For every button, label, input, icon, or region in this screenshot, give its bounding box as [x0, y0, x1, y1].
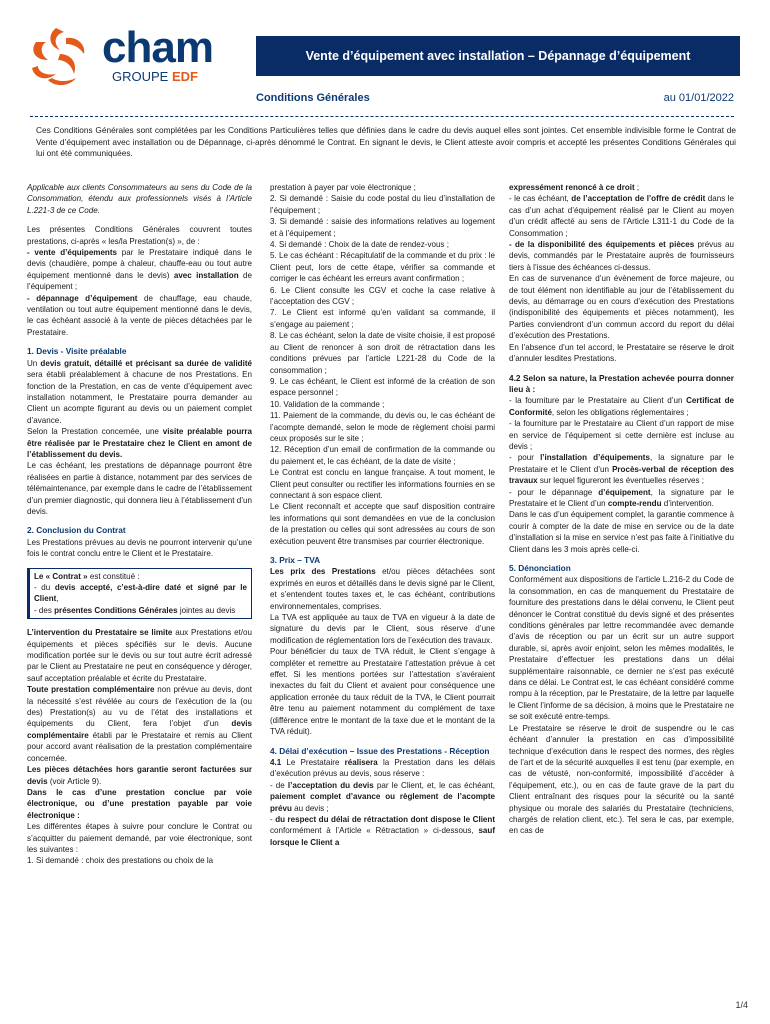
paragraph: 4.1 Le Prestataire réalisera la Prestation dans les délais d’exécution prévus au devis, sous réserve : — [270, 757, 495, 779]
page-number: 1/4 — [735, 1000, 748, 1010]
paragraph: - du respect du délai de rétractation dont dispose le Client conformément à l’Article « Rétractation » ci-dessous, sauf lorsque le Client a — [270, 814, 495, 847]
section-subtitle: Conditions Générales — [256, 92, 370, 104]
paragraph: Les différentes étapes à suivre pour conclure le Contrat ou s’acquitter du paiement demandé, par voie électronique, sont les suivantes : — [27, 822, 252, 854]
section-heading: 2. Conclusion du Contrat — [27, 525, 126, 536]
paragraph: - pour l’installation d’équipements, la signature par le Prestataire et le Client d’un Procès-verbal de réception des travaux sur lequel figureront les éventuelles réserves ; — [509, 453, 734, 486]
section-heading: 3. Prix – TVA — [270, 555, 321, 565]
intro-paragraph: Ces Conditions Générales sont complétées par les Conditions Particulières telles que définies dans le cadre du devis auquel elles sont jointes. Cet ensemble indivisible forme le Contrat de Vente d’équipement avec installation ou de Dépannage, ci-après dénommé le Contrat. En signant le devis, le Client atteste avoir compris et accepté les présentes Conditions Générales qui lui ont été communiquées. — [36, 125, 736, 158]
paragraph: - de la disponibilité des équipements et pièces prévus au devis, commandés par le Prestataire auprès de fournisseurs tiers à l’issue des échéances ci-dessus. — [509, 240, 734, 272]
paragraph: Un devis gratuit, détaillé et précisant sa durée de validité sera établi préalablement à chacune de nos Prestations. En fonction de la Prestation, en cas de vente d’équipement avec installation notamment, le Prestataire pourra demander au Client un acompte figurant au devis ou un paiement complet d’avance. — [27, 358, 252, 425]
paragraph: En l’absence d’un tel accord, le Prestataire se réserve le droit d’annuler lesdites Prestations. — [509, 342, 734, 364]
group-label: GROUPE EDF — [112, 69, 198, 84]
cham-swirl-icon — [26, 24, 96, 90]
paragraph: - la fourniture par le Prestataire au Client d’un Certificat de Conformité, selon les obligations réglementaires ; — [509, 396, 734, 417]
paragraph: Les prix des Prestations et/ou pièces détachées sont exprimés en euros et détaillés dans le devis signé par le Client, et s’entendent toutes taxes et, le cas échéant, contributions environnementales, comprises. — [270, 567, 495, 611]
paragraph: - de l’acceptation du devis par le Client, et, le cas échéant, paiement complet d’avance ou règlement de l’acompte prévu au devis ; — [270, 780, 495, 813]
paragraph: Les pièces détachées hors garantie seront facturées sur devis (voir Article 9). — [27, 765, 252, 786]
cham-logo — [26, 24, 216, 90]
paragraph: - le cas échéant, de l’acceptation de l’offre de crédit dans le cas d’un achat d’équipement réalisé par le Client au moyen d’un crédit affecté au sens de l’Article L311-1 du Code de la Consommation ; — [509, 194, 735, 238]
paragraph: Dans le cas d’une prestation conclue par voie électronique, ou d’une prestation payable par voie électronique : — [27, 787, 252, 820]
list-item: 12. Réception d’un email de confirmation de la commande ou du paiement et, le cas échéant, de la date de visite ; — [270, 445, 495, 466]
box-line: Le « Contrat » est constitué : — [34, 571, 140, 581]
list-item: 9. Le cas échéant, le Client est informé de la création de son espace personnel ; — [270, 376, 495, 398]
section-heading: 4. Délai d’exécution – Issue des Prestations - Réception — [270, 745, 490, 756]
column-3 — [509, 182, 734, 837]
paragraph: - la fourniture par le Prestataire au Client d’un rapport de mise en service de l’équipement si cette dernière est incluse au devis ; — [509, 419, 734, 451]
list-item: 4. Si demandé : Choix de la date de rendez-vous ; — [270, 240, 449, 250]
list-item: 2. Si demandé : Saisie du code postal du lieu d’installation de l’équipement ; — [270, 194, 495, 215]
paragraph: expressément renoncé à ce droit ; — [509, 183, 640, 192]
paragraph: Le cas échéant, les prestations de dépannage pourront être réalisées en partie à distance, notamment par des services de télémaintenance, par exemple dans le cadre de l’établissement d’un premier diagnostic, qui donnera lieu à l’établissement d’un devis. — [27, 461, 252, 516]
list-item: prestation à payer par voie électronique ; — [270, 183, 416, 192]
list-item: 8. Le cas échéant, selon la date de visite choisie, il est proposé au Client de renoncer à son droit de rétractation dans les conditions prévues par l’article L221-28 du Code de la consommation ; — [270, 331, 496, 375]
column-2 — [270, 182, 495, 848]
subsection-heading: 4.2 Selon sa nature, la Prestation achevée pourra donner lieu à : — [509, 372, 734, 394]
paragraph: Dans le cas d’un équipement complet, la garantie commence à courir à compter de la date de mise en service ou de la date d’installation si la mise en service n’est pas faite à l’initiative du Client dans les 3 mois après celle-ci. — [509, 510, 734, 554]
document-date: au 01/01/2022 — [663, 92, 734, 104]
paragraph: Le Contrat est conclu en langue française. A tout moment, le Client peut consulter ou rectifier les informations fournies en se connectant à son espace client. — [270, 468, 495, 500]
box-line: - des présentes Conditions Générales jointes au devis — [34, 605, 236, 615]
paragraph: Le Prestataire se réserve le droit de suspendre ou le cas échéant d’annuler la prestation en cas d’impossibilité technique d’exécution dans le respect des normes, des règles de l’art et de la sécurité auxquelles il est tenu (par exemple, en cas de vétusté, non-conformité, impossibilité d’accéder à l’équipement, etc.), ou en cas de faute grave de la part du Client entraînant des risques pour la sécurité ou la santé physique ou morale des salariés du Prestataire (techniciens, chargés de relation client, etc.). Tel sera le cas, par exemple, en cas de — [509, 723, 734, 836]
paragraph: - pour le dépannage d’équipement, la signature par le Prestataire et le Client d’un compte-rendu d’intervention. — [509, 487, 734, 508]
paragraph: Conformément aux dispositions de l’article L.216-2 du Code de la consommation, en cas de manquement du Prestataire de fourniture des prestations dans le délai convenu, le Client peut dénoncer le Contrat constitué du devis signé et des présentes conditions générales par lettre recommandée avec demande d’avis de réception ou par un écrit sur un autre support durable, si, après avoir enjoint, selon les mêmes modalités, le Prestataire d’effectuer les prestations dans un délai supplémentaire raisonnable, ce dernier ne s’est pas exécuté dans ce délai. Le Contrat est, le cas échéant considéré comme rompu à la réception, par le Prestataire, de la lettre par laquelle le Client l’informe de sa décision, à moins que le Prestataire ne se soit exécuté entre-temps. — [509, 575, 734, 722]
paragraph: Toute prestation complémentaire non prévue au devis, dont la nécessité s’est révélée au cours de l’exécution de la (ou des) Prestation(s) au vu de l’état des installations et équipements du Client, fera l’objet d’un devis complémentaire établi par le Prestataire et remis au Client pour accord avant réalisation de la prestation complémentaire concernée. — [27, 685, 253, 763]
brand-name: cham — [102, 23, 213, 72]
paragraph: Le Client reconnaît et accepte que sauf disposition contraire les informations qui sont demandées en vue de la conclusion de la prestation ou celles qui sont adressées au cours de son exécution peuvent être transmises par courrier électronique. — [270, 502, 495, 546]
paragraph: La TVA est appliquée au taux de TVA en vigueur à la date de signature du devis par le Client, sous réserve d’une modification de réglementation lors de l’exécution des travaux. — [270, 613, 495, 645]
document-title: Vente d’équipement avec installation – Dépannage d’équipement — [305, 49, 691, 63]
paragraph: Selon la Prestation concernée, une visite préalable pourra être réalisée par le Prestataire chez le Client en amont de l’établissement du devis. — [27, 427, 252, 459]
list-item: 6. Le Client consulte les CGV et coche la case relative à l’acceptation des CGV ; — [270, 285, 495, 307]
paragraph: - dépannage d’équipement de chauffage, eau chaude, ventilation ou tout autre équipement mentionné dans le devis, le cas échéant associé à la vente de pièces détachées par le Prestataire. — [27, 293, 252, 337]
list-item: 7. Le Client est informé qu’en validant sa commande, il s’engage au paiement ; — [270, 308, 495, 329]
document-title-banner — [256, 36, 740, 76]
section-heading: 1. Devis - Visite préalable — [27, 346, 127, 357]
contract-definition-box — [27, 568, 252, 620]
paragraph: - vente d’équipements par le Prestataire indiqué dans le devis (chaudière, pompe à chaleur, chauffe-eau ou tout autre équipement mentionné dans le devis) avec installation de l’équipement ; — [27, 248, 252, 292]
paragraph: Les Prestations prévues au devis ne pourront intervenir qu’une fois le contrat conclu entre le Client et le Prestataire. — [27, 537, 252, 559]
paragraph: En cas de survenance d’un évènement de force majeure, ou de tout élément non identifiable au jour de l’établissement du devis, au démarrage ou en cours d’exécution des Prestations (indisponibilité des équipements et pièces notamment), les Parties conviendront d’un commun accord du report du délai d’exécution des Prestations. — [509, 274, 734, 341]
section-heading: 5. Dénonciation — [509, 563, 571, 573]
column-1 — [27, 182, 252, 867]
list-item: 11. Paiement de la commande, du devis ou, le cas échéant de l’acompte demandé, selon le mode de règlement choisi parmi ceux proposés sur le site ; — [270, 411, 495, 443]
list-item: 5. Le cas échéant : Récapitulatif de la commande et du prix : le Client peut, lors de cette étape, vérifier sa commande et corriger le cas échéant les erreurs avant confirmation ; — [270, 251, 495, 284]
paragraph: 1. Si demandé : choix des prestations ou choix de la — [27, 856, 214, 866]
list-item: 10. Validation de la commande ; — [270, 399, 385, 409]
applicable-note: Applicable aux clients Consommateurs au sens du Code de la Consommation, étendu aux professionnels visés à l’Article L.221-3 de ce Code. — [27, 183, 252, 215]
list-item: 3. Si demandé : saisie des informations relatives au logement et à l’équipement ; — [270, 217, 495, 238]
paragraph: L’intervention du Prestataire se limite aux Prestations et/ou équipements et pièces spécifiés sur le devis. Aucune modification portée sur le devis ou sur tout autre écrit adressé par le Client au Prestataire ne peut en conséquence y déroger, sauf acceptation préalable et écrite du Prestataire. — [27, 628, 252, 683]
paragraph: Pour bénéficier du taux de TVA réduit, le Client s’engage à compléter et remettre au Prestataire l’attestation prévue à cet effet. Si les mentions portées sur l’attestation s’avéraient inexactes du fait du Client et avaient pour conséquence une application erronée du taux réduit de la TVA, le Client pourrait être tenu au paiement notamment du complément de taxe (différence entre le montant de la taxe due et le montant de la TVA réduit). — [270, 647, 495, 737]
box-line: - du devis accepté, c’est-à-dire daté et signé par le Client, — [34, 583, 247, 604]
paragraph: Les présentes Conditions Générales couvrent toutes prestations, ci-après « les/la Prestation(s) », de : — [27, 225, 252, 246]
header-divider — [30, 116, 734, 117]
